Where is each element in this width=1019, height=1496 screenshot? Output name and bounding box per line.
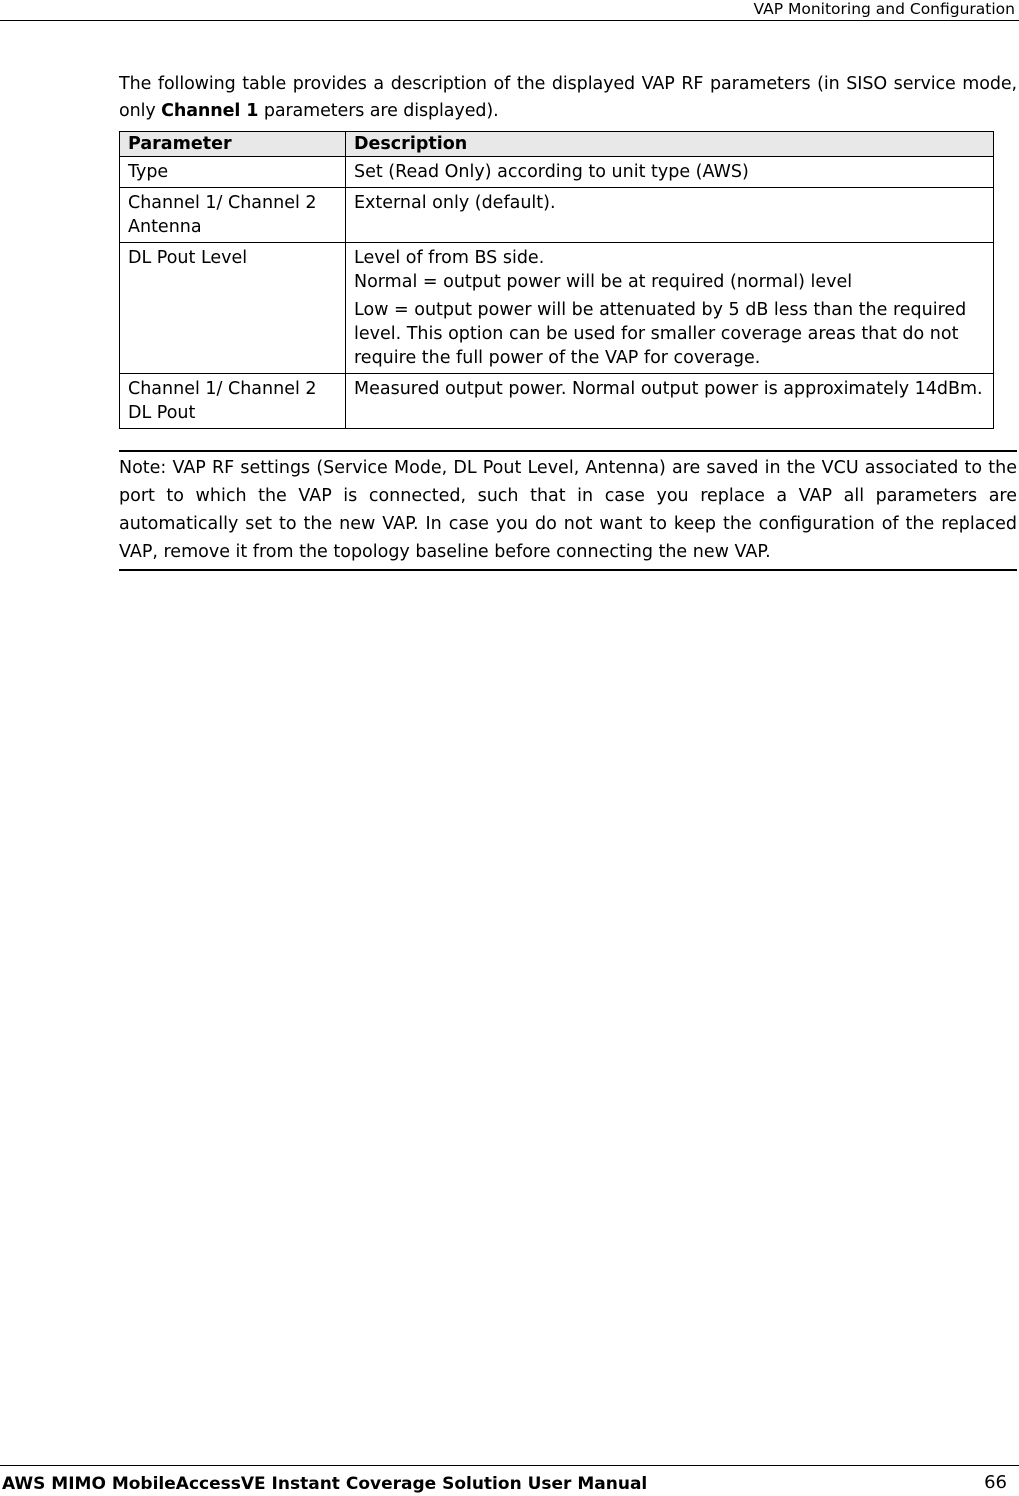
desc-antenna: External only (default). bbox=[354, 193, 556, 213]
param-channel-antenna-line1: Channel 1/ Channel 2 bbox=[128, 193, 317, 213]
param-channel-pout-line1: Channel 1/ Channel 2 bbox=[128, 379, 317, 399]
intro-bold-term: Channel 1 bbox=[161, 101, 259, 121]
intro-text-before: The following table provides a description of the displayed VAP RF parameters (in SISO service mode, only bbox=[119, 74, 1017, 121]
page-number: 66 bbox=[984, 1472, 1007, 1493]
table-row bbox=[120, 243, 994, 374]
desc-cell bbox=[346, 157, 994, 188]
desc-cell bbox=[346, 374, 994, 429]
table-row bbox=[120, 374, 994, 429]
desc-level-low: Low = output power will be attenuated by 5 dB less than the required level. This option can be used for smaller coverage areas that do not require the full power of the VAP for coverage. bbox=[354, 300, 967, 368]
intro-text-after: parameters are displayed). bbox=[258, 101, 499, 121]
param-type: Type bbox=[128, 162, 169, 182]
param-cell bbox=[120, 188, 346, 243]
table-row bbox=[120, 188, 994, 243]
intro-paragraph bbox=[119, 71, 1017, 125]
header-description: Description bbox=[346, 132, 994, 157]
table-row bbox=[120, 157, 994, 188]
desc-level-normal: Normal = output power will be at required (normal) level bbox=[354, 272, 853, 292]
footer-title: AWS MIMO MobileAccessVE Instant Coverage Solution User Manual bbox=[2, 1474, 648, 1494]
desc-cell bbox=[346, 188, 994, 243]
desc-cell bbox=[346, 243, 994, 374]
parameters-table bbox=[119, 131, 994, 429]
param-dl-pout-level: DL Pout Level bbox=[128, 248, 248, 268]
header-title: VAP Monitoring and Configuration bbox=[753, 0, 1015, 18]
param-channel-pout-line2: DL Pout bbox=[128, 403, 196, 423]
param-channel-antenna-line2: Antenna bbox=[128, 217, 202, 237]
main-content bbox=[119, 71, 1017, 571]
note-text: Note: VAP RF settings (Service Mode, DL Pout Level, Antenna) are saved in the VCU associated to the port to which the VAP is connected, such that in case you replace a VAP all parameters are automatically set to the new VAP. In case you do not want to keep the configuration of the replaced VAP, remove it from the topology baseline before connecting the new VAP. bbox=[119, 458, 1017, 562]
header-parameter: Parameter bbox=[120, 132, 346, 157]
page-header bbox=[0, 0, 1019, 21]
desc-measured-power: Measured output power. Normal output power is approximately 14dBm. bbox=[354, 379, 983, 399]
param-cell bbox=[120, 243, 346, 374]
param-cell bbox=[120, 374, 346, 429]
note-box bbox=[119, 450, 1017, 571]
desc-type: Set (Read Only) according to unit type (AWS) bbox=[354, 162, 749, 182]
page-footer bbox=[0, 1465, 1019, 1496]
table-header-row bbox=[120, 132, 994, 157]
desc-level-line1: Level of from BS side. bbox=[354, 248, 545, 268]
param-cell bbox=[120, 157, 346, 188]
